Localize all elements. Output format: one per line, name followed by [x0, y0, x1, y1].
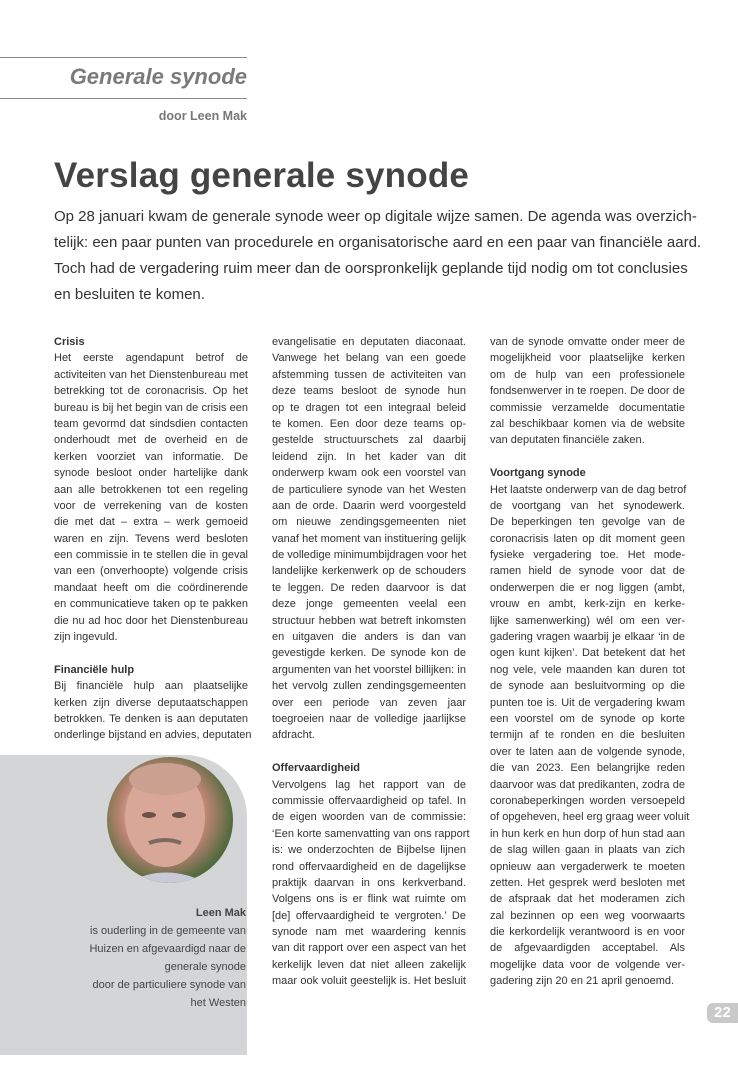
text-line: deze teams besloot de synode hun [272, 385, 466, 398]
text-line: te komen. Een door deze teams op- [272, 417, 466, 430]
text-line: commissie offervaardigheid op tafel. In [272, 794, 466, 807]
text-line: punten toe is. Uit de vergadering kwam [490, 696, 685, 709]
text-line: de particuliere synode van het Westen [272, 483, 466, 496]
text-line: de eigen woorden van de commissie: [272, 811, 466, 824]
text-line: of opgeheven, heel erg graag weer voluit [490, 811, 690, 824]
intro-line: Toch had de vergadering ruim meer dan de oorspronkelijk geplande tijd nodig om tot conclusies [54, 260, 688, 277]
text-line: ogen kunt kijken’. Dat betekent dat het [490, 647, 685, 660]
text-line: zal beschikbaar komen via de website [490, 417, 685, 430]
paragraph [54, 350, 248, 645]
text-line: mogelijke data voor de volgende ver- [490, 958, 685, 971]
text-line: lijke samenwerking) wél om een ver- [490, 614, 685, 627]
text-line: die van 2023. Een belangrijke reden [490, 762, 685, 775]
page-number: 22 [707, 1003, 738, 1023]
text-line: de afspraak dat het moderamen zich [490, 893, 685, 906]
text-line: is: we onderzochten de Bijbelse lijnen [272, 844, 466, 857]
text-line: Vanwege het belang van een goede [272, 352, 466, 365]
text-line: vrouw en ambt, kerk-zijn en kerke- [490, 598, 685, 611]
text-line: de afgevaardigden acceptabel. Als [490, 942, 685, 955]
text-line: Bij financiële hulp aan plaatselijke [54, 680, 248, 693]
text-line: kerken zijn diverse deputaatschappen [54, 696, 248, 709]
text-line: van de synode omvatte onder meer de [490, 336, 685, 348]
text-line: synode nam met waardering kennis [272, 926, 466, 939]
text-line: die kerkordelijk verantwoord is en voor [490, 926, 685, 939]
text-line: team gevormd dat sindsdien contacten [54, 417, 248, 430]
author-bio [20, 904, 246, 1012]
text-line: toegroeien naar de volledige jaarlijkse [272, 712, 466, 725]
text-line: om nieuwe zendingsgemeenten niet [272, 516, 466, 529]
text-line: commissie verzamelde documentatie [490, 401, 685, 414]
text-line: Vervolgens lag het rapport van de [272, 778, 466, 791]
bio-line: is ouderling in de gemeente van [90, 925, 246, 937]
text-line: rond offervaardigheid en de dagelijkse [272, 860, 466, 873]
bio-line: door de particuliere synode van [92, 979, 246, 991]
text-line: en uitgaven die anders is dan van [272, 631, 466, 644]
text-line: gevestigde kerken. De synode kon de [272, 647, 466, 660]
text-line: afdracht. [272, 729, 315, 742]
text-line: aan de orde. Daarin werd voorgesteld [272, 499, 466, 512]
text-line: op te dragen tot een integraal beleid [272, 401, 466, 414]
text-line: voor de verrekening van de kosten [54, 499, 248, 512]
text-line: fondsenwerver in te roepen. De door de [490, 385, 685, 398]
author-name: Leen Mak [195, 907, 246, 919]
text-line: Het eerste agendapunt betrof de [54, 352, 248, 365]
text-line: activiteiten van het Dienstenbureau met [54, 368, 248, 381]
text-line: betrokken. Te denken is aan deputaten [54, 712, 248, 725]
text-line: evangelisatie en deputaten diaconaat. [272, 336, 466, 348]
section-title: Generale synode [69, 64, 247, 89]
bio-line: het Westen [190, 997, 246, 1009]
text-line: ‘Een korte samenvatting van ons rapport [272, 827, 470, 840]
paragraph [490, 334, 685, 449]
paragraph-gap [272, 744, 466, 760]
intro-line: Op 28 januari kwam de generale synode weer op digitale wijze samen. De agenda was overzich- [54, 208, 697, 225]
text-line: betrekking tot de coronacrisis. Op het [54, 385, 248, 398]
text-line: onderwerpen die er nog liggen (ambt, [490, 581, 685, 594]
text-line: vanaf het moment van instituering gelijk [272, 532, 466, 545]
text-line: nog vele, vele maanden kan duren tot [490, 663, 685, 676]
text-line: te leggen. De reden daarvoor is dat [272, 581, 466, 594]
text-line: de synode aan besluitvorming op die [490, 680, 685, 693]
subheading: Financiële hulp [54, 663, 135, 676]
text-line: argumenten van het voorstel billijken: in [272, 663, 466, 676]
text-line: gestelde structuurschets zal daarbij [272, 434, 466, 447]
subheading: Offervaardigheid [272, 762, 361, 775]
text-line: het vervolg zullen zendingsgemeenten [272, 680, 466, 693]
text-column-2 [272, 334, 470, 990]
text-line: de voortgang van het synodewerk. [490, 499, 685, 512]
text-line: termijn af te ronden en die besluiten [490, 729, 685, 742]
text-line: coronabeperkingen worden versoepeld [490, 794, 685, 807]
text-line: kerkelijk leven dat niet alleen zakelijk [272, 958, 466, 971]
text-line: die met dat – extra – werk gemoeid [54, 516, 248, 529]
text-column-1 [54, 334, 252, 744]
text-line: zijn ingevuld. [54, 631, 118, 644]
header-rule-bottom [0, 98, 247, 99]
bio-line: Huizen en afgevaardigd naar de [89, 943, 246, 955]
intro-line: telijk: een paar punten van procedurele en organisatorische aard en een paar van financiële aard. [54, 234, 702, 251]
text-line: de slag willen gaan in plaats van zich [490, 844, 685, 857]
intro-line: en besluiten te komen. [54, 286, 205, 303]
text-line: waren en zijn. Tevens werd besloten [54, 532, 248, 545]
text-line: daarvoor was dat predikanten, zodra de [490, 778, 685, 791]
byline: door Leen Mak [158, 109, 247, 123]
paragraph [490, 482, 690, 990]
text-line: fysieke vergadering toe. Het mode- [490, 549, 685, 562]
paragraph [272, 334, 466, 744]
author-photo [107, 757, 233, 883]
text-line: praktijk daarvan in ons kerkverband. [272, 876, 466, 889]
text-line: de volledige minimumbijdragen voor het [272, 549, 467, 562]
subheading: Voortgang synode [490, 467, 586, 480]
text-line: coronacrisis laten op dit moment geen [490, 532, 685, 545]
text-line: synode besloot onder hartelijke dank [54, 467, 248, 480]
text-line: kerken voorziet van informatie. De [54, 450, 248, 463]
paragraph [272, 777, 470, 990]
author-portrait-icon [107, 757, 233, 883]
text-line: van deputaten financiële zaken. [490, 434, 645, 447]
article-intro [54, 204, 702, 308]
paragraph [54, 678, 252, 744]
text-line: gadering zijn 20 en 21 april genoemd. [490, 975, 675, 988]
text-line: van een (onverhoopte) volgende crisis [54, 565, 248, 578]
text-line: zal bezinnen op een weg voorwaarts [490, 909, 685, 922]
text-line: over te laten aan de volgende synode, [490, 745, 685, 758]
article-title: Verslag generale synode [54, 156, 470, 195]
text-line: bureau is bij het begin van de crisis een [54, 401, 248, 414]
text-line: zetten. Het gesprek werd besloten met [490, 876, 685, 889]
text-line: [de] offervaardigheid te vergroten.’ De [272, 909, 466, 922]
paragraph-gap [490, 449, 685, 465]
text-line: om de hulp van een professionele [490, 368, 685, 381]
text-line: die nu ad hoc door het Dienstenbureau [54, 614, 248, 627]
text-column-3 [490, 334, 690, 990]
text-line: Volgens ons is er flink wat ruimte om [272, 893, 466, 906]
text-line: aan alle betrokkenen tot een regeling [54, 483, 248, 496]
text-line: Het laatste onderwerp van de dag betrof [490, 483, 687, 496]
text-line: een voorstel om de synode op korte [490, 712, 685, 725]
text-line: over een periode van zeven jaar [272, 696, 466, 709]
text-line: onderlinge bijstand en advies, deputaten [54, 729, 252, 742]
text-line: mandaat heeft om die coördinerende [54, 581, 248, 594]
text-line: een commissie in te stellen die in geval [54, 549, 248, 562]
text-line: onderwerp kwam ook een voorstel van [272, 467, 466, 480]
subheading: Crisis [54, 336, 85, 348]
header-rule-top [0, 57, 247, 58]
text-line: in hun kerk en hun dorp of hun stad aan [490, 827, 685, 840]
text-line: leidend zijn. In het kader van dit [272, 450, 466, 463]
text-line: De beperkingen ten gevolge van de [490, 516, 685, 529]
paragraph-gap [54, 645, 248, 661]
text-line: en communicatieve taken op te pakken [54, 598, 248, 611]
text-line: onderhoudt met de overheid en de [54, 434, 248, 447]
text-line: gadering vragen waarbij je elkaar ‘in de [490, 631, 685, 644]
text-line: landelijke kerkenwerk op de schouders [272, 565, 466, 578]
text-line: opnieuw aan vergaderwerk te moeten [490, 860, 685, 873]
text-line: ramen hield de synode voor dat de [490, 565, 685, 578]
bio-line: generale synode [164, 961, 246, 973]
text-line: afstemming tussen de activiteiten van [272, 368, 466, 381]
text-line: mogelijkheid voor plaatselijke kerken [490, 352, 685, 365]
text-line: structuur hebben wat betreft inkomsten [272, 614, 466, 627]
text-line: deze jonge gemeenten veelal een [272, 598, 466, 611]
text-line: van dit rapport over een aspect van het [272, 942, 466, 955]
text-line: maar ook voluit geestelijk is. Het besluit [272, 975, 466, 988]
